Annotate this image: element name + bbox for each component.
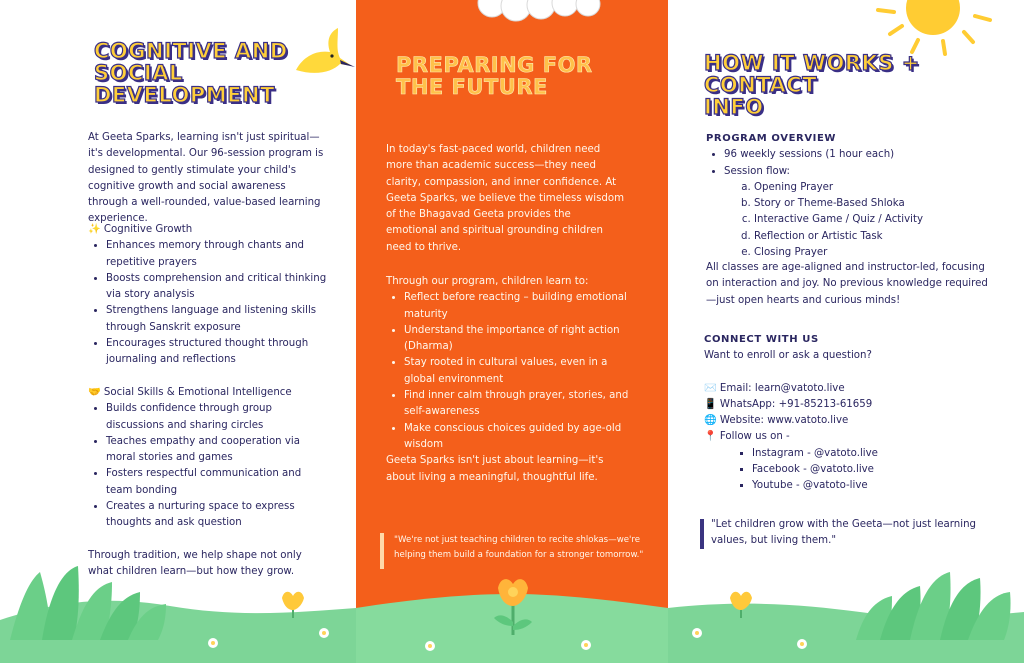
list-item: • Teaches empathy and cooperation via moral stories and games [106, 434, 328, 467]
panel2-heading-line: THE FUTURE [396, 75, 548, 100]
list-item: • Builds confidence through group discussions and sharing circles [106, 401, 328, 434]
list-item: • Strengthens language and listening skills through Sanskrit exposure [106, 303, 328, 336]
flow-step: d. Reflection or Artistic Task [754, 229, 996, 245]
cloud-icon [478, 0, 600, 21]
list-item: • Reflect before reacting – building emotional maturity [404, 290, 630, 323]
list-item: • Find inner calm through prayer, stories, and self-awareness [404, 388, 630, 421]
panel3-heading-line: HOW IT WORKS + CONTACT [704, 51, 920, 98]
list-item: • Encourages structured thought through journaling and reflections [106, 336, 328, 369]
connect-prompt: Want to enroll or ask a question? [704, 350, 872, 362]
flow-step: b. Story or Theme-Based Shloka [754, 196, 996, 212]
social-youtube[interactable]: ▪ Youtube - @vatoto-live [752, 478, 994, 494]
panel1-heading-line: DEVELOPMENT [94, 83, 275, 108]
list-item: • Stay rooted in cultural values, even in a global environment [404, 355, 630, 388]
whatsapp-contact[interactable]: 📱 WhatsApp: +91-85213-61659 [704, 398, 873, 410]
social-instagram[interactable]: ▪ Instagram - @vatoto.live [752, 446, 994, 462]
panel1-intro: At Geeta Sparks, learning isn't just spiritual—it's developmental. Our 96-session program is designed to gently stimulate your child's cognitive growth and social awareness through a well-rounded, value-based learning experience. [88, 132, 324, 225]
list-item: • 96 weekly sessions (1 hour each) [724, 147, 996, 163]
section-title: ✨ Cognitive Growth [88, 224, 193, 235]
list-item: • Make conscious choices guided by age-old wisdom [404, 421, 630, 454]
panel1-closing: Through tradition, we help shape not only what children learn—but how they grow. [88, 550, 302, 578]
list-item: • Fosters respectful communication and team bonding [106, 466, 328, 499]
connect-title: CONNECT WITH US [704, 334, 819, 345]
list-intro: Through our program, children learn to: [386, 276, 589, 287]
website-contact[interactable]: 🌐 Website: www.vatoto.live [704, 415, 849, 427]
panel2-closing: Geeta Sparks isn't just about learning—it's about living a meaningful, thoughtful life. [386, 455, 604, 483]
panel3-quote: "Let children grow with the Geeta—not just learning values, but living them." [711, 519, 977, 547]
list-item: • Boosts comprehension and critical thinking via story analysis [106, 271, 328, 304]
overview-note: All classes are age-aligned and instructor-led, focusing on interaction and joy. No previous knowledge required—just open hearts and curious minds! [706, 262, 988, 306]
bird-icon [296, 28, 355, 73]
flow-step: c. Interactive Game / Quiz / Activity [754, 212, 996, 228]
program-overview-title: PROGRAM OVERVIEW [706, 133, 837, 144]
panel1-heading-line: COGNITIVE AND [94, 39, 288, 63]
social-facebook[interactable]: ▪ Facebook - @vatoto.live [752, 462, 994, 478]
follow-label: 📍 Follow us on - [704, 431, 790, 443]
panel2-heading-line: PREPARING FOR [396, 53, 593, 77]
flow-step: a. Opening Prayer [754, 180, 996, 196]
panel2-quote: "We're not just teaching children to recite shlokas—we're helping them build a foundation for a stronger tomorrow." [394, 535, 644, 560]
list-item: • Understand the importance of right action (Dharma) [404, 323, 630, 356]
sun-icon [878, 0, 990, 54]
list-item: • Enhances memory through chants and repetitive prayers [106, 238, 328, 271]
email-contact[interactable]: ✉️ Email: learn@vatoto.live [704, 382, 845, 394]
panel1-heading-line: SOCIAL [94, 61, 183, 86]
session-flow-label: Session flow: [724, 165, 790, 177]
section-title: 🤝 Social Skills & Emotional Intelligence [88, 387, 292, 398]
flow-step: e. Closing Prayer [754, 245, 996, 261]
list-item: • Creates a nurturing space to express thoughts and ask question [106, 499, 328, 532]
panel2-intro: In today's fast-paced world, children need more than academic success—they need clarity, compassion, and inner confidence. At Geeta Sparks, we believe the timeless wisdom of the Bhagavad Geeta provides the emotional and spiritual grounding children need to thrive. [386, 144, 625, 253]
panel3-heading-line: INFO [704, 95, 764, 120]
